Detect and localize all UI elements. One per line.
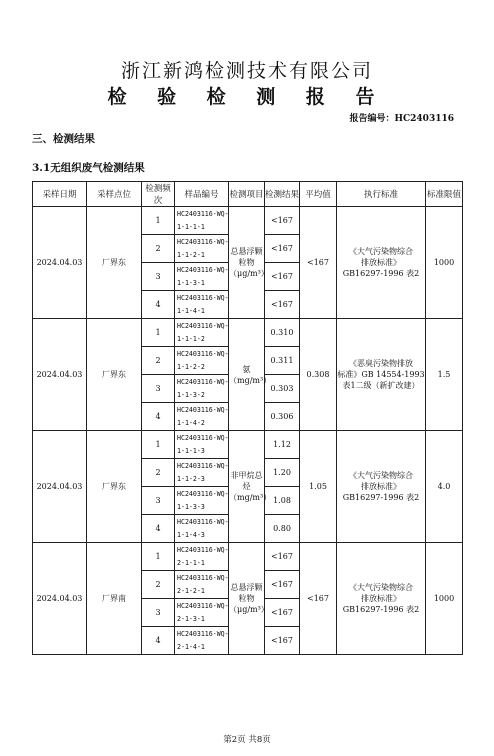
- sample-id: [175, 459, 229, 487]
- sample-id: [175, 263, 229, 291]
- sample-id-line: 1-1-2-2: [177, 362, 205, 371]
- test-result: <167: [265, 599, 300, 627]
- table-header-row: [33, 182, 463, 207]
- standard-line: 《大气污染物综合: [349, 247, 413, 256]
- standard-line: 《大气污染物综合: [349, 471, 413, 480]
- sample-id-line: 1-1-4-2: [177, 418, 205, 427]
- test-item-line: （mg/m³）: [229, 375, 272, 385]
- section-title: 三、检测结果: [32, 133, 95, 145]
- frequency: 3: [142, 599, 175, 627]
- standard-line: GB16297-1996 表2: [342, 605, 420, 614]
- report-number: [349, 111, 454, 124]
- sample-id-line: 2-1-4-1: [177, 642, 205, 651]
- average-value: <167: [300, 207, 337, 319]
- col-header: 平均值: [300, 182, 337, 207]
- table-row: [33, 207, 463, 235]
- sample-id-line: 1-1-3-1: [177, 278, 205, 287]
- sample-id-line: 1-1-2-3: [177, 474, 205, 483]
- frequency: 4: [142, 291, 175, 319]
- test-item: [229, 207, 269, 319]
- sample-id: [175, 347, 229, 375]
- standard-limit: 1000: [426, 207, 463, 319]
- col-header: 检测项目: [229, 182, 265, 207]
- test-result: <167: [265, 291, 300, 319]
- col-header: 采样点位: [87, 182, 142, 207]
- frequency: 3: [142, 487, 175, 515]
- sample-id: [175, 627, 229, 655]
- standard: [337, 543, 426, 655]
- table-row: [33, 319, 463, 347]
- standard: [337, 431, 426, 543]
- standard-line: 《恶臭污染物排放: [349, 359, 413, 368]
- standard-line: 排放标准》: [361, 258, 401, 267]
- sample-id-line: 1-1-1-1: [177, 222, 205, 231]
- test-item-line: （mg/m³）: [229, 493, 272, 502]
- sample-id-line: HC2403116-WQ-: [177, 461, 229, 470]
- sample-id: [175, 319, 229, 347]
- sampling-location: 厂界东: [87, 207, 142, 319]
- sample-id: [175, 291, 229, 319]
- frequency: 2: [142, 571, 175, 599]
- average-value: 1.05: [300, 431, 337, 543]
- test-result: 0.310: [265, 319, 300, 347]
- sample-id: [175, 235, 229, 263]
- sampling-location: 厂界东: [87, 319, 142, 431]
- test-item-line: 非甲烷总: [230, 471, 263, 480]
- sampling-date: 2024.04.03: [33, 431, 87, 543]
- sample-id-line: 1-1-3-3: [177, 502, 205, 511]
- standard-limit: 1000: [426, 543, 463, 655]
- test-result: 0.80: [265, 515, 300, 543]
- test-result: 1.08: [265, 487, 300, 515]
- sample-id-line: 1-1-2-1: [177, 250, 205, 259]
- sample-id-line: 1-1-3-2: [177, 390, 205, 399]
- frequency: 1: [142, 543, 175, 571]
- test-result: 0.303: [265, 375, 300, 403]
- test-item-line: 总悬浮颗: [230, 247, 263, 256]
- test-result: <167: [265, 571, 300, 599]
- standard-line: 表1二级（新扩改建）: [342, 381, 420, 390]
- sample-id: [175, 375, 229, 403]
- sample-id-line: HC2403116-WQ-: [177, 629, 229, 638]
- sample-id-line: HC2403116-WQ-: [177, 349, 229, 358]
- sample-id: [175, 487, 229, 515]
- test-item: [229, 319, 272, 431]
- test-result: <167: [265, 627, 300, 655]
- sample-id-line: 1-1-4-1: [177, 306, 205, 315]
- frequency: 2: [142, 235, 175, 263]
- test-item-line: （μg/m³）: [229, 605, 269, 614]
- sampling-location: 厂界东: [87, 431, 142, 543]
- sample-id-line: HC2403116-WQ-: [177, 209, 229, 218]
- frequency: 3: [142, 375, 175, 403]
- test-item: [229, 543, 269, 655]
- sampling-date: 2024.04.03: [33, 319, 87, 431]
- sample-id: [175, 403, 229, 431]
- sampling-date: 2024.04.03: [33, 543, 87, 655]
- standard-limit: 4.0: [426, 431, 463, 543]
- frequency: 2: [142, 347, 175, 375]
- frequency: 2: [142, 459, 175, 487]
- test-result: <167: [265, 543, 300, 571]
- test-item: [229, 431, 272, 543]
- report-number-value: HC2403116: [394, 114, 454, 124]
- sample-id-line: HC2403116-WQ-: [177, 293, 229, 302]
- sample-id: [175, 515, 229, 543]
- sampling-location: 厂界南: [87, 543, 142, 655]
- sample-id-line: HC2403116-WQ-: [177, 377, 229, 386]
- test-result: 0.311: [265, 347, 300, 375]
- test-result: <167: [265, 207, 300, 235]
- sample-id-line: HC2403116-WQ-: [177, 321, 229, 330]
- sample-id: [175, 571, 229, 599]
- col-header: 样品编号: [175, 182, 229, 207]
- table-row: [33, 431, 463, 459]
- table-row: [33, 543, 463, 571]
- frequency: 4: [142, 627, 175, 655]
- standard-line: 标准》GB 14554-1993: [337, 370, 425, 379]
- standard: [337, 319, 426, 431]
- frequency: 1: [142, 207, 175, 235]
- table-body: [33, 207, 463, 655]
- standard-line: 排放标准》: [361, 482, 401, 491]
- sample-id: [175, 431, 229, 459]
- frequency: 1: [142, 431, 175, 459]
- test-item-line: 烃: [242, 482, 251, 491]
- frequency: 1: [142, 319, 175, 347]
- test-result: <167: [265, 263, 300, 291]
- subsection-title: 3.1无组织废气检测结果: [32, 162, 145, 174]
- sample-id-line: HC2403116-WQ-: [177, 433, 229, 442]
- sample-id-line: HC2403116-WQ-: [177, 545, 229, 554]
- report-title: 检 验 检 测 报 告: [107, 86, 387, 108]
- col-header: 执行标准: [337, 182, 426, 207]
- page-number: 第2页 共8页: [223, 735, 271, 745]
- sample-id-line: HC2403116-WQ-: [177, 573, 229, 582]
- sample-id-line: 2-1-1-1: [177, 558, 205, 567]
- test-item-line: （μg/m³）: [229, 269, 269, 278]
- sample-id: [175, 207, 229, 235]
- report-number-label: 报告编号：: [349, 114, 395, 124]
- sample-id-line: HC2403116-WQ-: [177, 489, 229, 498]
- sample-id-line: 2-1-2-1: [177, 586, 205, 595]
- standard: [337, 207, 426, 319]
- test-item-line: 氨: [242, 364, 251, 374]
- sample-id: [175, 543, 229, 571]
- company-name: 浙江新鸿检测技术有限公司: [120, 60, 373, 82]
- average-value: <167: [300, 543, 337, 655]
- standard-limit: 1.5: [426, 319, 463, 431]
- standard-line: 《大气污染物综合: [349, 583, 413, 592]
- frequency: 3: [142, 263, 175, 291]
- sample-id-line: HC2403116-WQ-: [177, 405, 229, 414]
- sample-id-line: 1-1-1-3: [177, 446, 205, 455]
- test-result: 1.20: [265, 459, 300, 487]
- sample-id-line: HC2403116-WQ-: [177, 265, 229, 274]
- sample-id-line: HC2403116-WQ-: [177, 517, 229, 526]
- sample-id-line: 1-1-4-3: [177, 530, 205, 539]
- col-header: 检测结果: [265, 182, 300, 207]
- sample-id: [175, 599, 229, 627]
- col-header: 采样日期: [33, 182, 87, 207]
- col-header: 标准限值: [426, 182, 463, 207]
- sample-id-line: 1-1-1-2: [177, 334, 205, 343]
- average-value: 0.308: [300, 319, 337, 431]
- test-item-line: 粒物: [238, 594, 255, 603]
- test-result: <167: [265, 235, 300, 263]
- col-header: 检测频次: [142, 182, 175, 207]
- test-item-line: 总悬浮颗: [230, 583, 263, 592]
- frequency: 4: [142, 515, 175, 543]
- sample-id-line: HC2403116-WQ-: [177, 237, 229, 246]
- test-result: 0.306: [265, 403, 300, 431]
- sample-id-line: HC2403116-WQ-: [177, 601, 229, 610]
- test-result: 1.12: [265, 431, 300, 459]
- sample-id-line: 2-1-3-1: [177, 614, 205, 623]
- test-item-line: 粒物: [238, 258, 255, 267]
- sampling-date: 2024.04.03: [33, 207, 87, 319]
- frequency: 4: [142, 403, 175, 431]
- standard-line: GB16297-1996 表2: [342, 493, 420, 502]
- results-table: [32, 181, 463, 655]
- standard-line: 排放标准》: [361, 594, 401, 603]
- standard-line: GB16297-1996 表2: [342, 269, 420, 278]
